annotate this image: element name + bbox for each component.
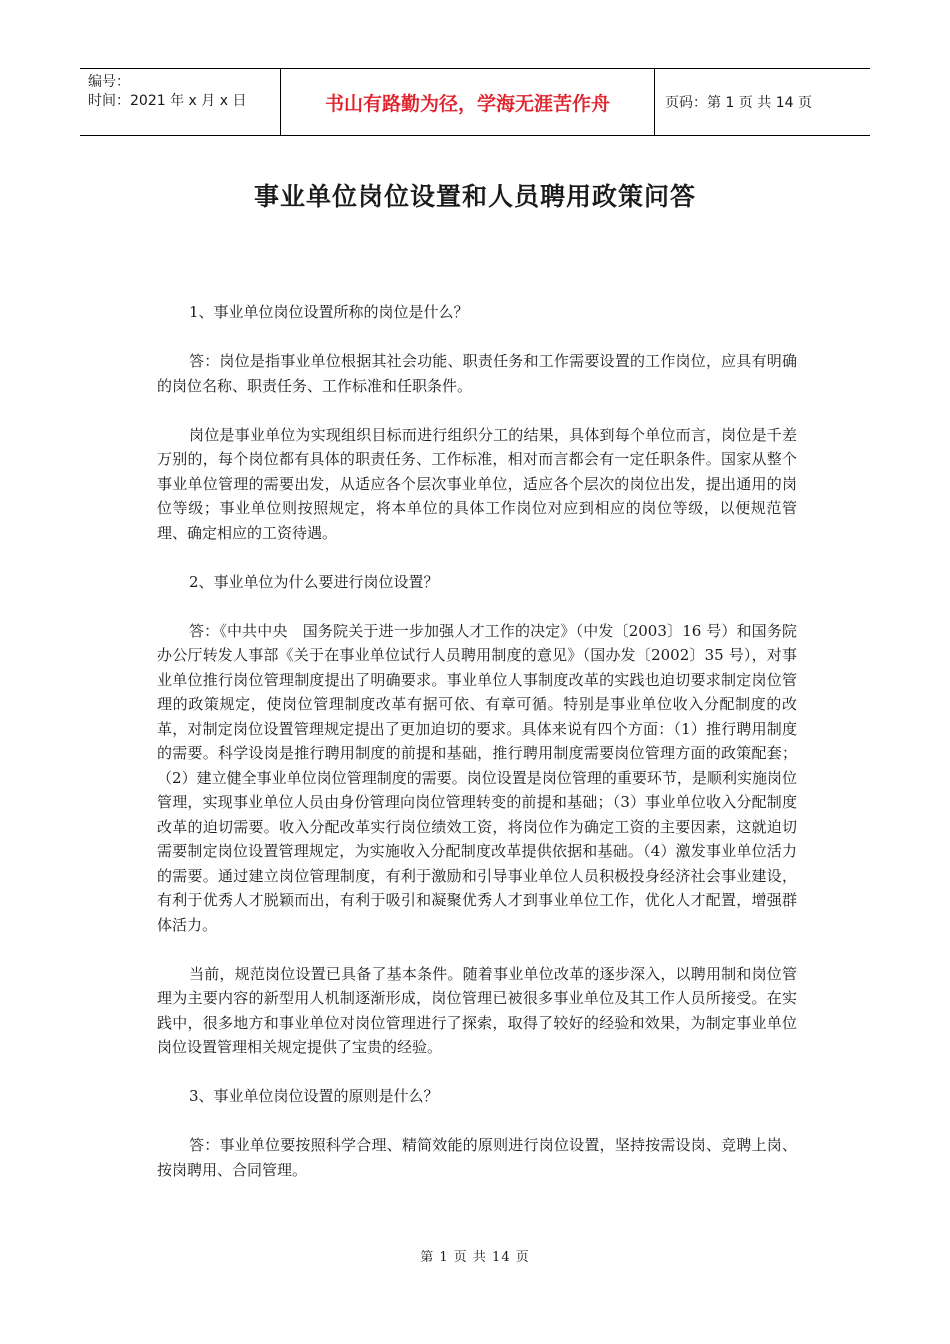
document-body: [157, 300, 797, 1207]
header-page-info: 页码：第 1 页 共 14 页: [665, 95, 812, 111]
question-1: 1、事业单位岗位设置所称的岗位是什么？: [189, 303, 469, 321]
page-footer: 第 1 页 共 14 页: [420, 1250, 530, 1265]
answer-3: 答：事业单位要按照科学合理、精简效能的原则进行岗位设置，坚持按需设岗、竞聘上岗、按岗聘用、合同管理。: [157, 1136, 797, 1179]
header-meta: [80, 69, 281, 135]
document-time-label: 时间：2021 年 x 月 x 日: [88, 93, 247, 109]
answer-1-detail: 岗位是事业单位为实现组织目标而进行组织分工的结果，具体到每个单位而言，岗位是千差万别的，每个岗位都有具体的职责任务、工作标准，相对而言都会有一定任职条件。国家从整个事业单位管理的需要出发，从适应各个层次事业单位，适应各个层次的岗位出发，提出通用的岗位等级；事业单位则按照规定，将本单位的具体工作岗位对应到相应的岗位等级，以便规范管理、确定相应的工资待遇。: [157, 425, 797, 542]
page-header: [80, 68, 870, 136]
header-motto: 书山有路勤为径，学海无涯苦作舟: [281, 69, 655, 135]
question-2: 2、事业单位为什么要进行岗位设置？: [189, 572, 439, 591]
answer-1: 答：岗位是指事业单位根据其社会功能、职责任务和工作需要设置的工作岗位，应具有明确的岗位名称、职责任务、工作标准和任职条件。: [157, 352, 797, 395]
answer-2: 答：《中共中央 国务院关于进一步加强人才工作的决定》（中发〔2003〕16 号）和国务院办公厅转发人事部《关于在事业单位试行人员聘用制度的意见》（国办发〔2002〕35 号），对事业单位推行岗位管理制度提出了明确要求。事业单位人事制度改革的实践也迫切要求制定岗位管理的政策规定，使岗位管理制度改革有据可依、有章可循。特别是事业单位收入分配制度的改革，对制定岗位设置管理规定提出了更加迫切的要求。具体来说有四个方面：（1）推行聘用制度的需要。科学设岗是推行聘用制度的前提和基础，推行聘用制度需要岗位管理方面的政策配套；（2）建立健全事业单位岗位管理制度的需要。岗位设置是岗位管理的重要环节，是顺利实施岗位管理，实现事业单位人员由身份管理向岗位管理转变的前提和基础；（3）事业单位收入分配制度改革的迫切需要。收入分配改革实行岗位绩效工资，将岗位作为确定工资的主要因素，这就迫切需要制定岗位设置管理规定，为实施收入分配制度改革提供依据和基础。（4）激发事业单位活力的需要。通过建立岗位管理制度，有利于激励和引导事业单位人员积极投身经济社会事业建设，有利于优秀人才脱颖而出，有利于吸引和凝聚优秀人才到事业单位工作，优化人才配置，增强群体活力。: [157, 621, 797, 934]
document-title: 事业单位岗位设置和人员聘用政策问答: [253, 182, 696, 211]
answer-2-detail: 当前，规范岗位设置已具备了基本条件。随着事业单位改革的逐步深入，以聘用制和岗位管理为主要内容的新型用人机制逐渐形成，岗位管理已被很多事业单位及其工作人员所接受。在实践中，很多地方和事业单位对岗位管理进行了探索，取得了较好的经验和效果，为制定事业单位岗位设置管理相关规定提供了宝贵的经验。: [157, 964, 797, 1056]
question-3: 3、事业单位岗位设置的原则是什么？: [189, 1087, 439, 1105]
document-number-label: 编号：: [88, 74, 130, 90]
